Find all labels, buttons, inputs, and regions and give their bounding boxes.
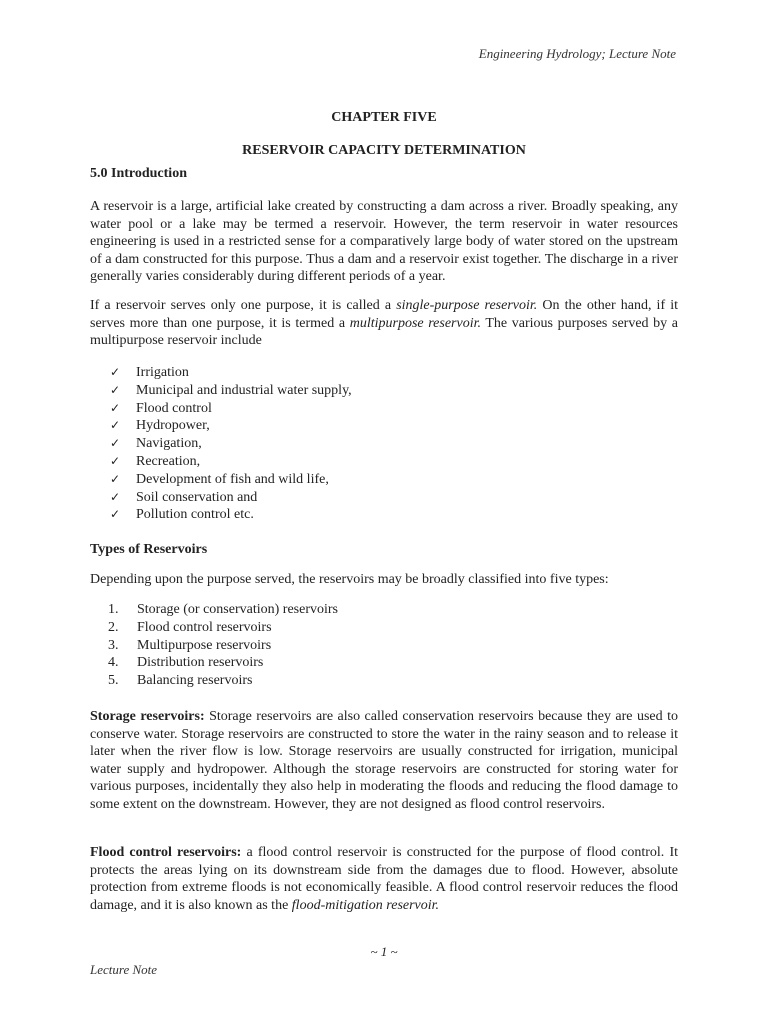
reservoir-types-list [108, 601, 338, 690]
list-item-label: Flood control [136, 400, 212, 416]
list-item-label: Municipal and industrial water supply, [136, 382, 352, 398]
storage-reservoirs-lead: Storage reservoirs: [90, 709, 205, 724]
list-item [110, 364, 352, 382]
list-item [110, 471, 352, 489]
checkmark-icon: ✓ [110, 471, 121, 486]
list-item [108, 654, 338, 672]
list-item-label: Soil conservation and [136, 489, 258, 505]
checkmark-icon: ✓ [110, 453, 121, 468]
types-intro-text: Depending upon the purpose served, the reservoirs may be broadly classified into five types: [90, 572, 609, 587]
list-item-label: Storage (or conservation) reservoirs [137, 602, 338, 617]
text-segment: The various purposes served by a multipurpose reservoir include [90, 315, 678, 349]
list-number: 2. [108, 619, 119, 635]
list-number: 5. [108, 673, 119, 689]
list-number: 4. [108, 655, 119, 671]
section-heading-introduction: 5.0 Introduction [90, 166, 187, 181]
checkmark-icon: ✓ [110, 489, 121, 504]
list-number: 3. [108, 637, 119, 653]
checkmark-icon: ✓ [110, 400, 121, 415]
list-item [108, 637, 338, 655]
text-segment: Storage reservoirs are also called conservation reservoirs because they are used to conserve water. Storage reservoirs are constructed to store the water in the rainy season and to release it later when the river flow is low. Storage reservoirs are usually constructed for irrigation, municipal water supply and hydropower. Although the storage reservoirs are constructed for storing water for various purposes, incidentally they also help in moderating the floods and reducing the flood damage to some extent on the downstream. However, they are not designed as flood control reservoirs. [90, 709, 678, 812]
list-item-label: Development of fish and wild life, [136, 471, 329, 487]
flood-control-lead: Flood control reservoirs: [90, 845, 242, 860]
list-item-label: Hydropower, [136, 418, 210, 434]
term-single-purpose: single-purpose reservoir. [396, 298, 538, 313]
chapter-label: CHAPTER FIVE [331, 110, 437, 125]
list-item-label: Balancing reservoirs [137, 673, 253, 689]
chapter-title: RESERVOIR CAPACITY DETERMINATION [242, 143, 526, 158]
storage-reservoirs-paragraph [90, 708, 678, 814]
list-item-label: Flood control reservoirs [137, 619, 272, 635]
list-item [108, 619, 338, 637]
list-item-label: Recreation, [136, 453, 201, 469]
intro-paragraph-1: A reservoir is a large, artificial lake created by constructing a dam across a river. Broadly speaking, any water pool or a lake may be termed a reservoir. However, the term reservoir in water resources engineering is used in a restricted sense for a comparatively large body of water stored on the upstream of a dam constructed for this purpose. Thus a dam and a reservoir exist together. The discharge in a river generally varies considerably during different periods of a year. [90, 199, 678, 285]
running-header: Engineering Hydrology; Lecture Note [478, 46, 676, 61]
checkmark-icon: ✓ [110, 418, 121, 433]
term-multipurpose: multipurpose reservoir. [349, 315, 481, 331]
list-item [110, 435, 352, 453]
list-item-label: Navigation, [136, 436, 202, 452]
page-number: ~ 1 ~ [370, 944, 398, 959]
checkmark-icon: ✓ [110, 365, 121, 379]
list-item [110, 417, 352, 435]
list-item-label: Multipurpose reservoirs [137, 637, 272, 653]
running-footer: Lecture Note [90, 962, 158, 977]
list-item [110, 400, 352, 418]
list-number: 1. [108, 602, 119, 617]
section-heading-types: Types of Reservoirs [90, 542, 208, 557]
list-item [110, 382, 352, 400]
term-flood-mitigation: flood-mitigation reservoir. [291, 897, 440, 913]
list-item [110, 453, 352, 471]
list-item [110, 506, 352, 524]
checkmark-icon: ✓ [110, 382, 121, 397]
list-item [108, 672, 338, 690]
list-item-label: Distribution reservoirs [137, 655, 264, 671]
list-item-label: Irrigation [136, 365, 189, 380]
purposes-checklist [110, 364, 352, 524]
text-segment: On the other hand, if it serves more than one purpose, it is termed a [90, 298, 678, 331]
checkmark-icon: ✓ [110, 507, 121, 522]
text-segment: If a reservoir serves only one purpose, it is called a [90, 298, 397, 313]
intro-paragraph-2 [90, 297, 678, 350]
flood-control-reservoirs-paragraph [90, 844, 678, 914]
list-item [108, 601, 338, 619]
list-item-label: Pollution control etc. [136, 507, 254, 523]
text-segment: a flood control reservoir is constructed for the purpose of flood control. It protects the areas lying on its downstream side from the damages due to flood. However, absolute protection from extreme floods is not economically feasible. A flood control reservoir reduces the flood damage, and it is also known as the [90, 845, 678, 913]
checkmark-icon: ✓ [110, 436, 121, 451]
list-item [110, 489, 352, 507]
